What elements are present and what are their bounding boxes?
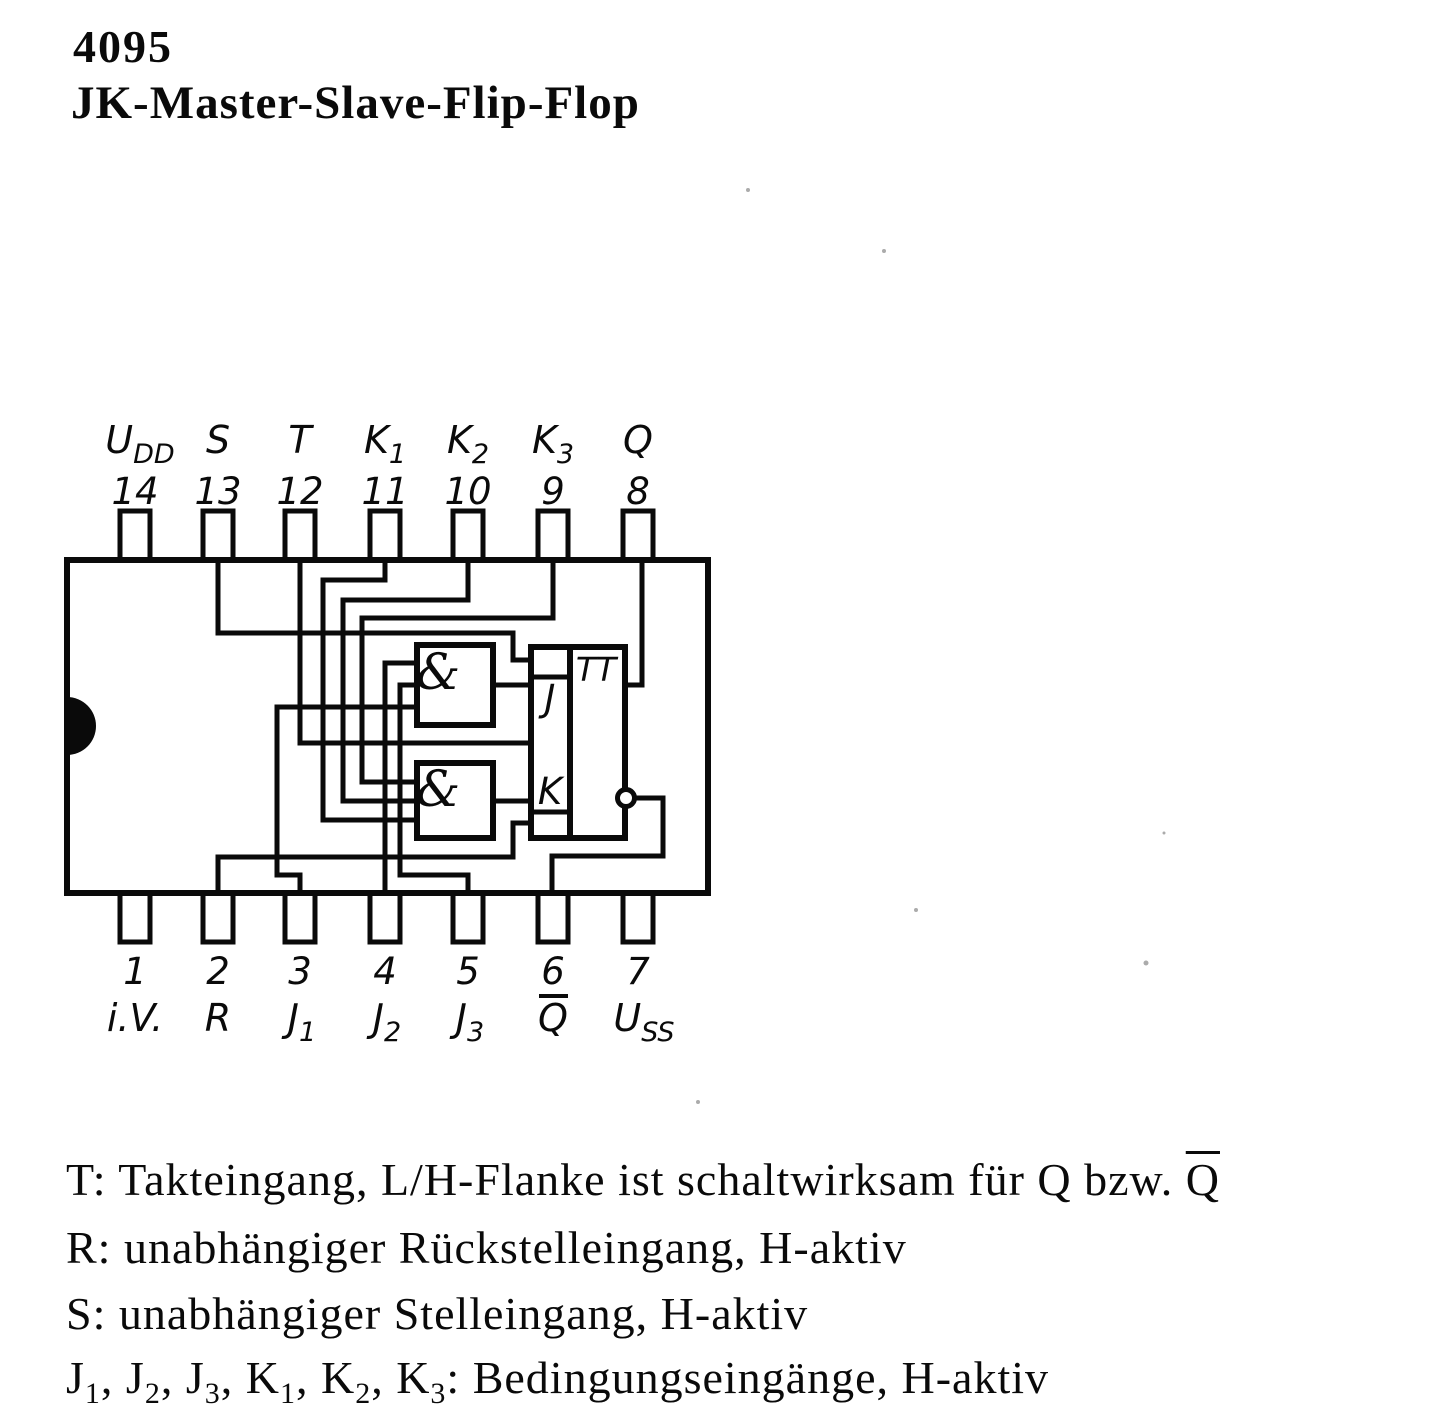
pin-label-14: $U_{DD}$ <box>105 418 175 470</box>
part-number: 4095 <box>73 21 173 72</box>
pin-label-12: T <box>288 418 312 462</box>
pin-leg-5 <box>453 891 483 942</box>
note-jk-sub: 3 <box>204 1377 221 1411</box>
note-line-s: S: unabhängiger Stelleingang, H-aktiv <box>66 1288 809 1339</box>
note-jk-sub: 2 <box>144 1377 161 1411</box>
pin-leg-9 <box>538 511 568 562</box>
note-jk-seg: J <box>66 1352 85 1403</box>
and-gate-bottom-symbol: & <box>415 760 461 818</box>
pin-number-3: 3 <box>288 950 312 993</box>
note-line-r: R: unabhängiger Rückstelleingang, H-aktiv <box>66 1222 907 1273</box>
flipflop-j-label: J <box>544 677 556 720</box>
flipflop-type-label: TT <box>575 650 617 689</box>
pin-leg-14 <box>120 511 150 562</box>
pin-label-8: Q <box>623 418 653 462</box>
note-jk-sub: 1 <box>84 1377 101 1411</box>
scan-speckle <box>882 249 886 253</box>
pin-label-11: $K_1$ <box>363 418 407 470</box>
pin-leg-10 <box>453 511 483 562</box>
pin-number-7: 7 <box>626 950 650 993</box>
pin-label-6: Q <box>538 996 568 1040</box>
pin-label-2: R <box>204 996 232 1040</box>
pin-number-6: 6 <box>541 950 565 993</box>
pin-leg-4 <box>370 891 400 942</box>
inversion-bubble-icon <box>618 790 635 807</box>
note-line-t <box>66 1153 1220 1206</box>
scan-speckle <box>1144 961 1149 966</box>
pin-label-9: $K_3$ <box>531 418 575 470</box>
pin-number-5: 5 <box>456 950 480 993</box>
pin-leg-11 <box>370 511 400 562</box>
pin-label-13: S <box>205 418 231 462</box>
and-gate-top-symbol: & <box>415 643 461 701</box>
pin-leg-12 <box>285 511 315 562</box>
note-jk-seg: , J <box>100 1352 145 1403</box>
pin-leg-2 <box>203 891 233 942</box>
note-jk-seg: , K <box>371 1352 431 1403</box>
pin-label-7: $U_{SS}$ <box>613 996 675 1048</box>
scan-speckle <box>914 908 918 912</box>
scan-speckle <box>696 1100 700 1104</box>
pin-number-11: 11 <box>361 470 409 513</box>
pin-number-13: 13 <box>194 470 242 513</box>
pin-leg-6 <box>538 891 568 942</box>
pin-number-4: 4 <box>373 950 397 993</box>
scan-speckle <box>746 188 750 192</box>
part-title: JK-Master-Slave-Flip-Flop <box>71 77 640 129</box>
pin-number-1: 1 <box>123 950 147 993</box>
note-line-t-qbar: $\overline{Q}$ <box>1185 1154 1220 1205</box>
note-jk-seg: , J <box>160 1352 205 1403</box>
pin-number-9: 9 <box>541 470 565 513</box>
note-jk-sub: 2 <box>355 1377 372 1411</box>
note-jk-seg: : Bedingungseingänge, H-aktiv <box>446 1352 1050 1403</box>
pin-leg-13 <box>203 511 233 562</box>
pin-label-3: $J_1$ <box>287 996 317 1048</box>
pin-number-12: 12 <box>276 470 324 513</box>
pin-leg-3 <box>285 891 315 942</box>
note-line-jk <box>66 1351 1050 1411</box>
pin-number-14: 14 <box>111 470 159 513</box>
pin-label-10: $K_2$ <box>446 418 490 470</box>
pin-leg-8 <box>623 511 653 562</box>
pin-number-2: 2 <box>206 950 230 993</box>
pin-leg-7 <box>623 891 653 942</box>
note-line-t-text: T: Takteingang, L/H-Flanke ist schaltwirksam für Q bzw. <box>66 1154 1186 1205</box>
note-jk-sub: 1 <box>279 1377 296 1411</box>
flipflop-k-label: K <box>537 770 563 813</box>
pin-label-5: $J_3$ <box>455 996 485 1048</box>
note-jk-seg: , K <box>295 1352 356 1403</box>
note-jk-seg: , K <box>220 1352 280 1403</box>
pin-leg-1 <box>120 891 150 942</box>
pin-number-8: 8 <box>626 470 650 513</box>
pin-label-4: $J_2$ <box>372 996 402 1048</box>
scan-speckle <box>1163 832 1166 835</box>
note-jk-sub: 3 <box>430 1377 447 1411</box>
pin-label-1: i.V. <box>106 996 164 1040</box>
pin-number-10: 10 <box>444 470 492 513</box>
